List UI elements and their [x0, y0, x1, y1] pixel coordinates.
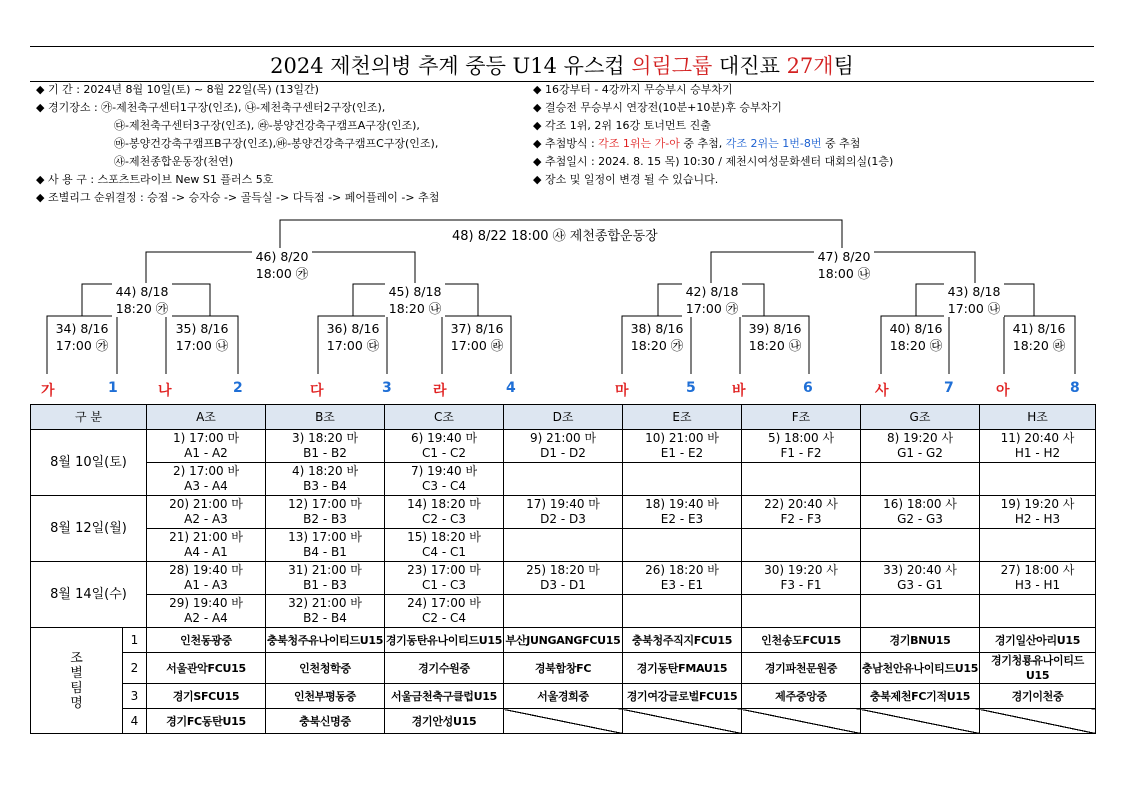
info-venue-1: ◆ 경기장소 : ㉮-제천축구센터1구장(인조), ㉯-제천축구센터2구장(인조),: [36, 101, 386, 114]
qf-match-42: 42) 8/18 17:00 ㉮: [682, 283, 742, 317]
match-time: 15) 18:20 바: [407, 530, 481, 544]
team-rank: 4: [123, 709, 147, 734]
info-venue-4: ㉴-제천종합운동장(천연): [114, 155, 234, 168]
team-name: 경기동탄유나이티드U15: [385, 628, 504, 653]
match-cell: [147, 595, 266, 628]
r16-match-38: 38) 8/16 18:20 ㉮: [626, 320, 688, 354]
match-cell: [623, 463, 742, 496]
team-name: 경기FC동탄U15: [147, 709, 266, 734]
match-time: 30) 19:20 사: [764, 563, 838, 577]
info-rule-3: ◆ 각조 1위, 2위 16강 토너먼트 진출: [533, 119, 711, 132]
slot-8: 8: [1070, 380, 1080, 396]
match-pair: H2 - H3: [1014, 512, 1061, 526]
info-change-notice: ◆ 장소 및 일정이 변경 될 수 있습니다.: [533, 173, 719, 186]
match-pair: D1 - D2: [540, 446, 586, 460]
match-pair: A1 - A2: [184, 446, 228, 460]
match-cell: [385, 430, 504, 463]
match-time: 20) 21:00 마: [169, 497, 243, 511]
match-pair: B1 - B3: [303, 578, 347, 592]
final-match-label: 48) 8/22 18:00 ㉴ 제천종합운동장: [452, 229, 658, 244]
match-pair: H3 - H1: [1014, 578, 1061, 592]
team-name: 충북청주유나이티드U15: [266, 628, 385, 653]
match-pair: F3 - F1: [780, 578, 822, 592]
match-pair: B2 - B3: [303, 512, 347, 526]
match-cell: [504, 529, 623, 562]
schedule-row: [31, 430, 1096, 463]
sf-match-1: 46) 8/20 18:00 ㉮: [252, 248, 312, 282]
match-time: 24) 17:00 바: [407, 596, 481, 610]
slot-3: 3: [382, 380, 392, 396]
team-row: [31, 684, 1096, 709]
match-time: 13) 17:00 바: [288, 530, 362, 544]
header-group: B조: [266, 405, 385, 430]
info-rule-2: ◆ 결승전 무승부시 연장전(10분+10분)후 승부차기: [533, 101, 782, 114]
match-time: 25) 18:20 마: [526, 563, 600, 577]
slot-ba: 바: [732, 383, 746, 399]
r16-match-40: 40) 8/16 18:20 ㉰: [885, 320, 947, 354]
match-cell: [266, 430, 385, 463]
info-venue-3: ㉲-봉양건강축구캠프B구장(인조),㉳-봉양건강축구캠프C구장(인조),: [114, 137, 439, 150]
match-time: 29) 19:40 바: [169, 596, 243, 610]
team-name: 경기수원중: [385, 653, 504, 684]
match-time: 31) 21:00 마: [288, 563, 362, 577]
page-title: 2024 제천의병 추계 중등 U14 유스컵 의림그룹 대진표 27개팀: [270, 54, 854, 78]
empty-team-cell: [861, 709, 980, 734]
schedule-row: [31, 496, 1096, 529]
match-cell: [504, 430, 623, 463]
match-time: 14) 18:20 마: [407, 497, 481, 511]
match-time: 21) 21:00 바: [169, 530, 243, 544]
match-pair: B4 - B1: [303, 545, 347, 559]
team-name: 경기동탄FMAU15: [623, 653, 742, 684]
match-cell: [742, 529, 861, 562]
slot-ra: 라: [433, 383, 447, 399]
info-draw-date: ◆ 추첨일시 : 2024. 8. 15 목) 10:30 / 제천시여성문화센터 대회의실(1층): [533, 155, 894, 168]
match-cell: [623, 430, 742, 463]
team-row: [31, 628, 1096, 653]
slot-5: 5: [686, 380, 696, 396]
match-cell: [266, 496, 385, 529]
slot-ga: 가: [41, 383, 55, 399]
team-name: 경기파천문원중: [742, 653, 861, 684]
match-cell: [861, 430, 980, 463]
match-cell: [266, 595, 385, 628]
match-pair: G1 - G2: [897, 446, 943, 460]
match-time: 26) 18:20 바: [645, 563, 719, 577]
team-rank: 2: [123, 653, 147, 684]
team-name: 충북제천FC기적U15: [861, 684, 980, 709]
day-label: 8월 12일(월): [31, 496, 147, 562]
team-rank: 3: [123, 684, 147, 709]
slot-a: 아: [996, 383, 1010, 399]
info-venue-2: ㉰-제천축구센터3구장(인조), ㉱-봉양건강축구캠프A구장(인조),: [114, 119, 420, 132]
match-cell: [504, 463, 623, 496]
match-cell: [861, 463, 980, 496]
match-cell: [385, 562, 504, 595]
match-time: 16) 18:00 사: [883, 497, 957, 511]
slot-4: 4: [506, 380, 516, 396]
header-group: F조: [742, 405, 861, 430]
info-ball: ◆ 사 용 구 : 스포츠트라이브 New S1 플러스 5호: [36, 173, 274, 186]
match-time: 1) 17:00 마: [172, 431, 240, 445]
match-cell: [147, 496, 266, 529]
match-pair: A2 - A4: [184, 611, 228, 625]
match-time: 22) 20:40 사: [764, 497, 838, 511]
sf-match-2: 47) 8/20 18:00 ㉯: [814, 248, 874, 282]
match-time: 28) 19:40 마: [169, 563, 243, 577]
match-cell: [742, 595, 861, 628]
match-cell: [980, 595, 1096, 628]
match-time: 10) 21:00 바: [645, 431, 719, 445]
team-name: 경기안성U15: [385, 709, 504, 734]
match-pair: C4 - C1: [422, 545, 466, 559]
match-pair: C1 - C3: [422, 578, 466, 592]
match-time: 3) 18:20 마: [291, 431, 359, 445]
slot-2: 2: [233, 380, 243, 396]
info-period: ◆ 기 간 : 2024년 8월 10일(토) ~ 8월 22일(목) (13일간): [36, 83, 319, 96]
match-cell: [980, 529, 1096, 562]
match-cell: [266, 463, 385, 496]
match-pair: G2 - G3: [897, 512, 943, 526]
match-cell: [623, 595, 742, 628]
match-pair: E3 - E1: [660, 578, 704, 592]
qf-match-43: 43) 8/18 17:00 ㉯: [944, 283, 1004, 317]
match-pair: A4 - A1: [184, 545, 228, 559]
match-cell: [980, 562, 1096, 595]
match-time: 12) 17:00 마: [288, 497, 362, 511]
r16-match-37: 37) 8/16 17:00 ㉱: [446, 320, 508, 354]
team-name: 인천송도FCU15: [742, 628, 861, 653]
match-time: 8) 19:20 사: [886, 431, 954, 445]
match-time: 9) 21:00 마: [529, 431, 597, 445]
r16-match-36: 36) 8/16 17:00 ㉰: [322, 320, 384, 354]
team-name: 제주중앙중: [742, 684, 861, 709]
slot-da: 다: [310, 383, 324, 399]
header-group: E조: [623, 405, 742, 430]
match-cell: [861, 496, 980, 529]
slot-6: 6: [803, 380, 813, 396]
schedule-header-row: [31, 405, 1096, 430]
match-pair: C1 - C2: [422, 446, 466, 460]
team-name: 충북청주직지FCU15: [623, 628, 742, 653]
team-row: [31, 653, 1096, 684]
match-pair: E1 - E2: [660, 446, 704, 460]
schedule-table: [30, 404, 1096, 734]
match-cell: [266, 562, 385, 595]
match-pair: C3 - C4: [422, 479, 466, 493]
match-pair: A2 - A3: [184, 512, 228, 526]
match-time: 2) 17:00 바: [172, 464, 240, 478]
match-pair: D3 - D1: [540, 578, 586, 592]
match-cell: [266, 529, 385, 562]
team-name: 서울금천축구클럽U15: [385, 684, 504, 709]
team-name: 경기일산아리U15: [980, 628, 1096, 653]
match-cell: [385, 496, 504, 529]
match-cell: [742, 430, 861, 463]
team-name: 서울관악FCU15: [147, 653, 266, 684]
team-name: 경기이천중: [980, 684, 1096, 709]
team-name: 인천동광중: [147, 628, 266, 653]
match-cell: [147, 529, 266, 562]
match-pair: B3 - B4: [303, 479, 347, 493]
team-row: [31, 709, 1096, 734]
schedule-row: [31, 463, 1096, 496]
match-cell: [623, 496, 742, 529]
match-cell: [742, 496, 861, 529]
team-name: 부산JUNGANGFCU15: [504, 628, 623, 653]
match-time: 33) 20:40 사: [883, 563, 957, 577]
match-cell: [147, 430, 266, 463]
match-time: 27) 18:00 사: [1000, 563, 1075, 577]
team-name: 경북함창FC: [504, 653, 623, 684]
match-pair: D2 - D3: [540, 512, 586, 526]
match-pair: E2 - E3: [660, 512, 704, 526]
match-cell: [980, 496, 1096, 529]
match-time: 4) 18:20 바: [291, 464, 359, 478]
team-name: 경기여강글로벌FCU15: [623, 684, 742, 709]
header-group: G조: [861, 405, 980, 430]
header-group: C조: [385, 405, 504, 430]
team-rank: 1: [123, 628, 147, 653]
r16-match-34: 34) 8/16 17:00 ㉮: [51, 320, 113, 354]
team-name: 인천청학중: [266, 653, 385, 684]
match-time: 19) 19:20 사: [1000, 497, 1075, 511]
schedule-row: [31, 529, 1096, 562]
match-cell: [623, 562, 742, 595]
match-cell: [861, 595, 980, 628]
match-pair: G3 - G1: [897, 578, 943, 592]
match-time: 11) 20:40 사: [1000, 431, 1075, 445]
info-ranking: ◆ 조별리그 순위결정 : 승점 -> 승자승 -> 골득실 -> 다득점 -> 페어플레이 -> 추첨: [36, 191, 440, 204]
r16-match-35: 35) 8/16 17:00 ㉯: [171, 320, 233, 354]
team-name: 충북신명중: [266, 709, 385, 734]
match-cell: [504, 595, 623, 628]
match-pair: H1 - H2: [1014, 446, 1061, 460]
match-time: 6) 19:40 마: [410, 431, 478, 445]
match-pair: A1 - A3: [184, 578, 228, 592]
team-name: 충남천안유나이티드U15: [861, 653, 980, 684]
empty-team-cell: [623, 709, 742, 734]
r16-match-39: 39) 8/16 18:20 ㉯: [744, 320, 806, 354]
info-rule-1: ◆ 16강부터 - 4강까지 무승부시 승부차기: [533, 83, 733, 96]
qf-match-45: 45) 8/18 18:20 ㉯: [385, 283, 445, 317]
slot-na: 나: [158, 383, 172, 399]
team-name: 경기청룡유나이티드U15: [980, 653, 1096, 684]
match-pair: F1 - F2: [780, 446, 822, 460]
slot-7: 7: [944, 380, 954, 396]
team-name: 서울경희중: [504, 684, 623, 709]
match-time: 32) 21:00 바: [288, 596, 362, 610]
r16-match-41: 41) 8/16 18:20 ㉱: [1008, 320, 1070, 354]
day-label: 8월 14일(수): [31, 562, 147, 628]
match-time: 23) 17:00 마: [407, 563, 481, 577]
info-draw-method: ◆ 추첨방식 : 각조 1위는 가-아 중 추첨, 각조 2위는 1번-8번 중 추첨: [533, 137, 861, 150]
match-cell: [980, 430, 1096, 463]
match-cell: [861, 529, 980, 562]
match-cell: [742, 562, 861, 595]
match-pair: A3 - A4: [184, 479, 228, 493]
day-label: 8월 10일(토): [31, 430, 147, 496]
match-cell: [147, 562, 266, 595]
match-pair: B1 - B2: [303, 446, 347, 460]
team-name: 경기SFCU15: [147, 684, 266, 709]
empty-team-cell: [742, 709, 861, 734]
match-cell: [504, 562, 623, 595]
slot-ma: 마: [615, 383, 629, 399]
header-group: A조: [147, 405, 266, 430]
match-time: 18) 19:40 바: [645, 497, 719, 511]
match-cell: [385, 595, 504, 628]
qf-match-44: 44) 8/18 18:20 ㉮: [112, 283, 172, 317]
match-pair: F2 - F3: [780, 512, 822, 526]
slot-1: 1: [108, 380, 118, 396]
match-pair: B2 - B4: [303, 611, 347, 625]
team-name: 경기BNU15: [861, 628, 980, 653]
empty-team-cell: [980, 709, 1096, 734]
team-name: 인천부평동중: [266, 684, 385, 709]
slot-sa: 사: [875, 383, 889, 399]
match-pair: C2 - C3: [422, 512, 466, 526]
match-cell: [980, 463, 1096, 496]
empty-team-cell: [504, 709, 623, 734]
schedule-row: [31, 562, 1096, 595]
match-cell: [742, 463, 861, 496]
match-time: 5) 18:00 사: [767, 431, 835, 445]
header-group: H조: [980, 405, 1096, 430]
match-pair: C2 - C4: [422, 611, 466, 625]
header-corner: 구 분: [31, 405, 147, 430]
team-section-label: 조별팀명: [31, 628, 123, 734]
match-time: 17) 19:40 마: [526, 497, 600, 511]
match-cell: [385, 529, 504, 562]
match-time: 7) 19:40 바: [410, 464, 478, 478]
match-cell: [861, 562, 980, 595]
schedule-row: [31, 595, 1096, 628]
match-cell: [623, 529, 742, 562]
match-cell: [504, 496, 623, 529]
header-group: D조: [504, 405, 623, 430]
match-cell: [385, 463, 504, 496]
match-cell: [147, 463, 266, 496]
